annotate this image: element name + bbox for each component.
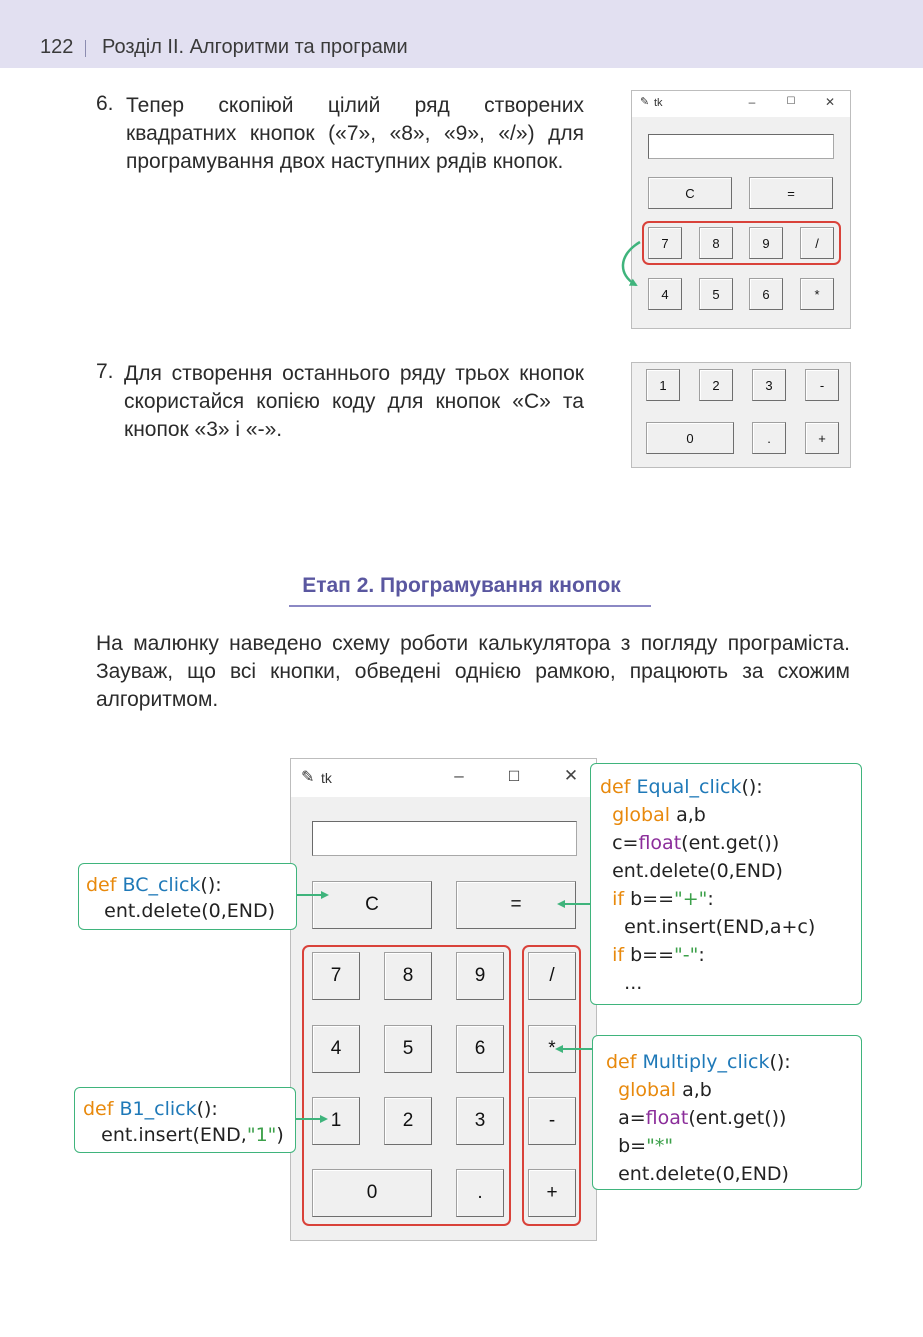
button-5[interactable]: 5 (384, 1025, 432, 1073)
code-signature: (): (196, 1098, 218, 1120)
code-builtin: float (645, 1107, 689, 1129)
minimize-icon[interactable]: – (454, 766, 464, 785)
button-0[interactable]: 0 (312, 1169, 432, 1217)
display-entry[interactable] (312, 821, 577, 856)
tk-window-fragment (631, 362, 851, 468)
operator-buttons-frame (522, 945, 581, 1226)
maximize-icon[interactable]: ☐ (786, 96, 796, 107)
code-line: ent.delete(0,END) (618, 1163, 789, 1185)
code-b1-click (74, 1087, 296, 1153)
code-keyword: def (600, 776, 631, 798)
minimize-icon[interactable]: – (748, 95, 756, 109)
tk-window-large (290, 758, 597, 1241)
feather-icon: ✎ (301, 769, 315, 786)
code-line-end: ) (276, 1124, 284, 1146)
code-line: (ent.get()) (681, 832, 780, 854)
button-2[interactable]: 2 (699, 369, 733, 401)
code-line: ent.delete(0,END) (612, 860, 783, 882)
close-icon[interactable]: ✕ (824, 95, 836, 109)
code-keyword: if (612, 888, 625, 910)
button-7[interactable]: 7 (312, 952, 360, 1000)
button-4[interactable]: 4 (312, 1025, 360, 1073)
display-entry[interactable] (648, 134, 834, 159)
chapter-title: Розділ ІІ. Алгоритми та програми (102, 36, 408, 58)
code-builtin: float (638, 832, 682, 854)
code-line: : (698, 944, 705, 966)
button-7[interactable]: 7 (648, 227, 682, 259)
button-2[interactable]: 2 (384, 1097, 432, 1145)
step-6-number: 6. (96, 92, 114, 115)
button-8[interactable]: 8 (699, 227, 733, 259)
code-function-name: B1_click (119, 1098, 197, 1120)
code-line: ent.delete(0,END) (104, 900, 276, 922)
code-keyword: global (612, 804, 671, 826)
code-line: b== (624, 944, 675, 966)
clear-button[interactable]: C (648, 177, 732, 209)
feather-icon: ✎ (640, 96, 650, 108)
code-line: c= (612, 832, 639, 854)
button-9[interactable]: 9 (749, 227, 783, 259)
code-signature: (): (200, 874, 222, 896)
code-keyword: global (618, 1079, 677, 1101)
code-keyword: def (83, 1098, 114, 1120)
page-number: 122 (40, 36, 74, 58)
code-bc-click (78, 863, 297, 930)
code-signature: (): (769, 1051, 791, 1073)
button-multiply[interactable]: * (800, 278, 834, 310)
code-string: "1" (246, 1124, 277, 1146)
code-line: a,b (670, 804, 706, 826)
button-dot[interactable]: . (456, 1169, 504, 1217)
header-divider (85, 40, 86, 57)
code-line: (ent.get()) (688, 1107, 787, 1129)
code-line: a,b (676, 1079, 712, 1101)
button-divide[interactable]: / (528, 952, 576, 1000)
button-5[interactable]: 5 (699, 278, 733, 310)
window-title: tk (654, 97, 663, 109)
code-line: ent.insert(END,a+c) (624, 916, 816, 938)
step-7-text: Для створення останнього ряду трьох кнопок скористайся копією коду для кнопок «С» та кнопок «3» і «-». (124, 362, 584, 441)
button-6[interactable]: 6 (456, 1025, 504, 1073)
button-1[interactable]: 1 (646, 369, 680, 401)
code-line: ... (624, 972, 643, 994)
code-function-name: Multiply_click (642, 1051, 770, 1073)
button-plus[interactable]: + (528, 1169, 576, 1217)
code-function-name: BC_click (122, 874, 201, 896)
section-paragraph: На малюнку наведено схему роботи калькулятора з погляду програміста. Зауваж, що всі кнопки, обведені однією рамкою, працюють за схожим алгоритмом. (96, 632, 850, 711)
button-6[interactable]: 6 (749, 278, 783, 310)
code-function-name: Equal_click (636, 776, 742, 798)
close-icon[interactable]: ✕ (563, 766, 579, 785)
button-multiply[interactable]: * (528, 1025, 576, 1073)
step-6-text: Тепер скопіюй цілий ряд створених квадратних кнопок («7», «8», «9», «/») для програмування двох наступних рядів кнопок. (126, 94, 584, 173)
code-line: : (707, 888, 714, 910)
code-keyword: def (86, 874, 117, 896)
button-8[interactable]: 8 (384, 952, 432, 1000)
button-divide[interactable]: / (800, 227, 834, 259)
code-line: a= (618, 1107, 646, 1129)
equal-button[interactable]: = (456, 881, 576, 929)
code-multiply-click (592, 1035, 862, 1190)
button-4[interactable]: 4 (648, 278, 682, 310)
button-9[interactable]: 9 (456, 952, 504, 1000)
code-line: ent.insert(END, (101, 1124, 247, 1146)
equal-button[interactable]: = (749, 177, 833, 209)
tk-window-small (631, 90, 851, 329)
digit-buttons-frame (302, 945, 511, 1226)
button-plus[interactable]: + (805, 422, 839, 454)
code-equal-click (590, 763, 862, 1005)
step-7-number: 7. (96, 360, 114, 383)
button-1[interactable]: 1 (312, 1097, 360, 1145)
code-keyword: def (606, 1051, 637, 1073)
button-3[interactable]: 3 (752, 369, 786, 401)
code-string: "-" (674, 944, 699, 966)
button-0[interactable]: 0 (646, 422, 734, 454)
row-highlight-frame (642, 221, 841, 265)
maximize-icon[interactable]: ☐ (507, 768, 521, 784)
window-titlebar (291, 759, 596, 797)
window-title: tk (321, 770, 332, 786)
button-minus[interactable]: - (805, 369, 839, 401)
section-underline (289, 605, 651, 607)
section-title: Етап 2. Програмування кнопок (302, 574, 621, 597)
code-line: b= (618, 1135, 647, 1157)
button-minus[interactable]: - (528, 1097, 576, 1145)
code-string: "*" (646, 1135, 674, 1157)
code-signature: (): (741, 776, 763, 798)
button-dot[interactable]: . (752, 422, 786, 454)
clear-button[interactable]: C (312, 881, 432, 929)
window-titlebar (632, 91, 850, 117)
code-line: b== (624, 888, 675, 910)
code-string: "+" (674, 888, 708, 910)
button-3[interactable]: 3 (456, 1097, 504, 1145)
code-keyword: if (612, 944, 625, 966)
